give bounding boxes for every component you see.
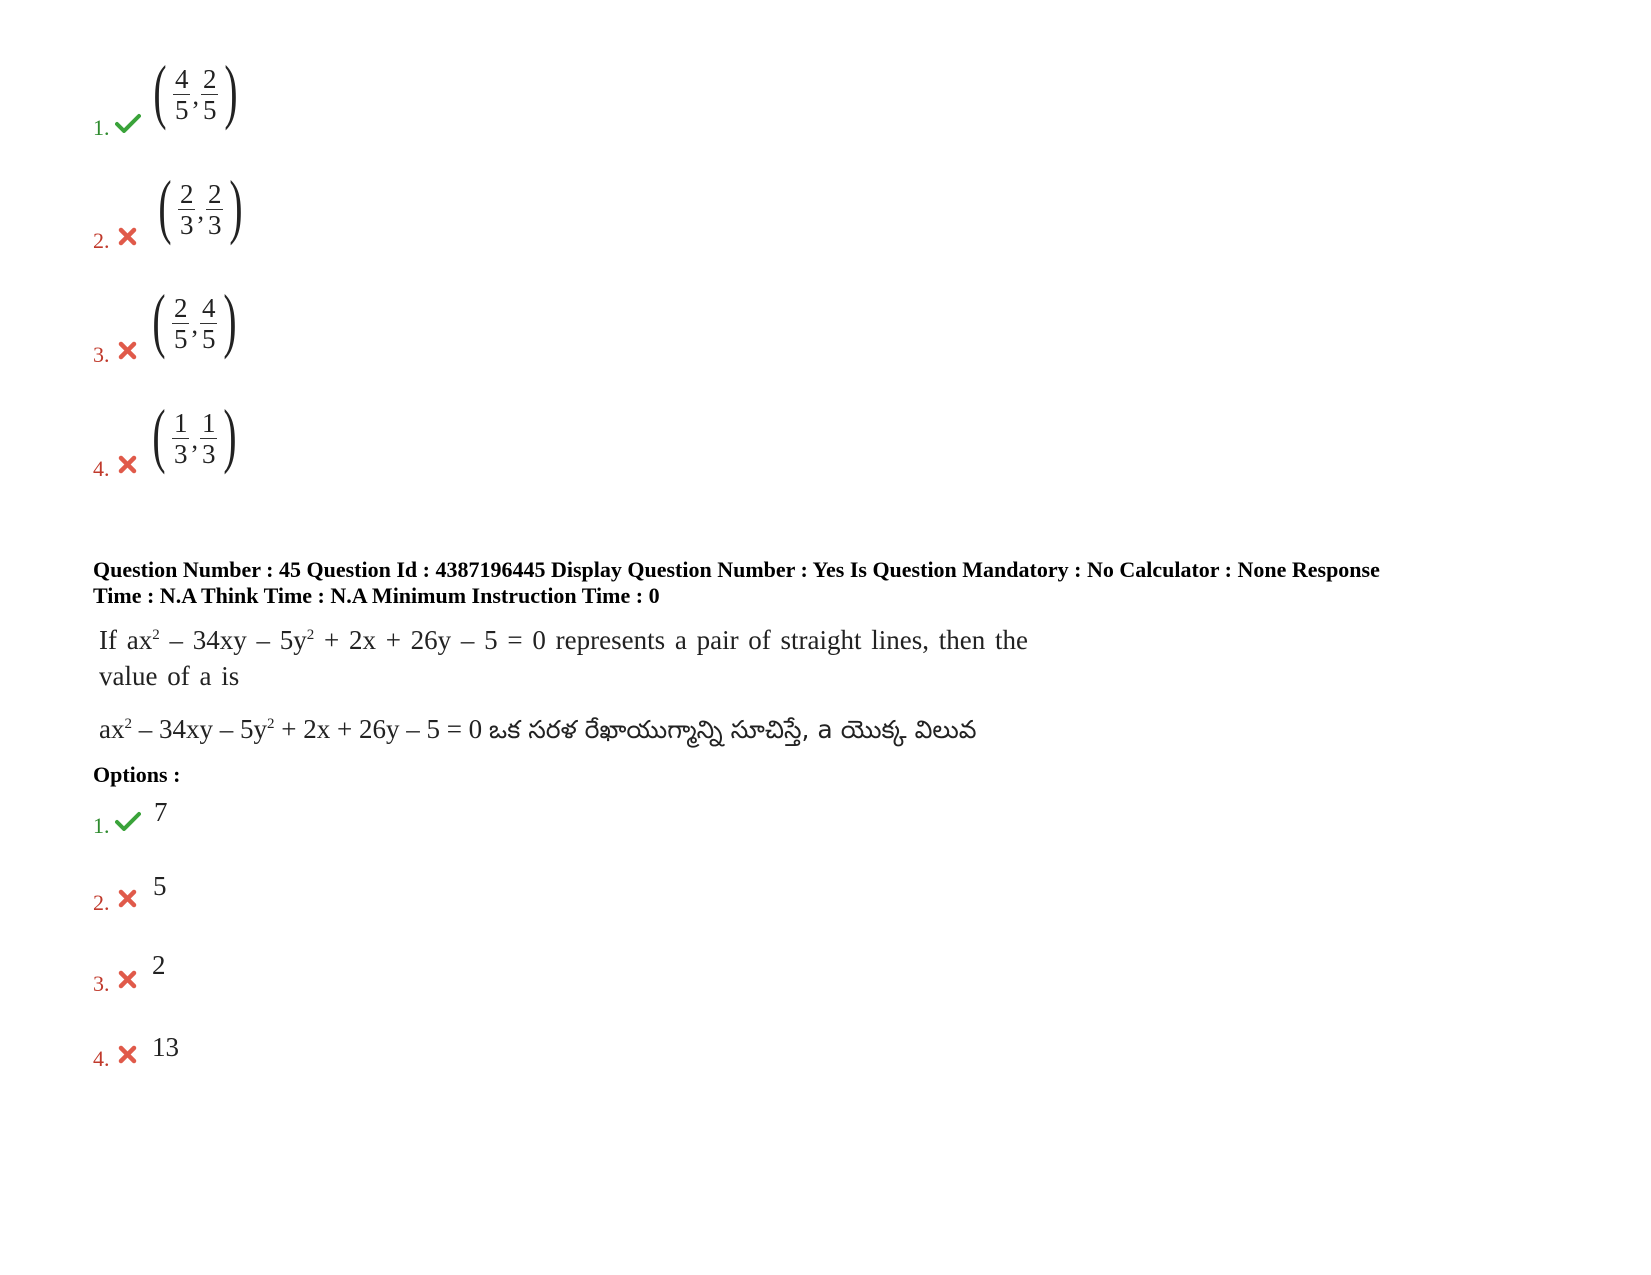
numerator: 2	[179, 178, 194, 209]
superscript: 2	[306, 627, 315, 643]
superscript: 2	[152, 627, 160, 643]
numerator: 1	[173, 407, 188, 438]
numerator: 1	[201, 407, 216, 438]
equation-part: + 2x + 26y – 5 = 0	[274, 714, 489, 744]
question-meta-line1: Question Number : 45 Question Id : 4387196445 Display Question Number : Yes Is Question Mandatory : No Calculator : None Response	[93, 557, 1380, 582]
telugu-text: ఒక సరళ రేఖాయుగ్మాన్ని సూచిస్తే, a యొక్క విలువ	[488, 715, 977, 744]
superscript: 2	[266, 716, 275, 732]
equation-part: – 34xy – 5y	[159, 625, 307, 655]
prev-option-value: ( $\frac{1}{3}$ , $\frac{1}{3}$ )	[152, 395, 238, 475]
denominator: 3	[179, 209, 194, 240]
options-label: Options :	[93, 762, 181, 787]
superscript: 2	[124, 716, 132, 732]
cross-icon	[117, 889, 143, 909]
numerator: 2	[173, 292, 188, 323]
numerator: 2	[207, 178, 222, 209]
denominator: 3	[207, 209, 222, 240]
option-value: 13	[152, 1032, 179, 1062]
denominator: 3	[201, 438, 216, 469]
prev-option-number: 2.	[93, 228, 110, 253]
numerator: 4	[201, 292, 216, 323]
prev-option-number: 4.	[93, 456, 110, 481]
prev-option-value: ( $\frac{2}{5}$ , $\frac{4}{5}$ )	[152, 280, 238, 360]
option-number: 2.	[93, 890, 110, 915]
question-meta	[93, 557, 1513, 609]
option-value: 2	[152, 950, 166, 980]
denominator: 3	[173, 438, 188, 469]
cross-icon	[117, 1045, 143, 1065]
option-number: 4.	[93, 1046, 110, 1071]
numerator: 4	[174, 63, 189, 94]
denominator: 5	[202, 94, 217, 125]
equation-part: If ax	[99, 625, 153, 655]
cross-icon	[117, 227, 143, 247]
question-meta-line2: Time : N.A Think Time : N.A Minimum Instruction Time : 0	[93, 583, 660, 608]
denominator: 5	[174, 94, 189, 125]
denominator: 5	[201, 323, 216, 354]
numerator: 2	[202, 63, 217, 94]
option-number: 3.	[93, 971, 110, 996]
check-icon	[115, 113, 141, 133]
cross-icon	[117, 970, 143, 990]
prev-option-number: 3.	[93, 342, 110, 367]
equation-part: – 34xy – 5y	[131, 714, 267, 744]
option-value: 5	[153, 871, 167, 901]
option-value: 7	[154, 797, 168, 827]
cross-icon	[117, 455, 143, 475]
question-line: value of a is	[99, 661, 240, 691]
question-text-english	[99, 617, 1028, 694]
question-text-telugu	[99, 706, 977, 748]
check-icon	[115, 811, 141, 831]
equation-part: ax	[99, 714, 125, 744]
prev-option-value: ( $\frac{2}{3}$ , $\frac{2}{3}$ )	[158, 166, 244, 246]
denominator: 5	[173, 323, 188, 354]
prev-option-value: ( $\frac{4}{5}$ , $\frac{2}{5}$ )	[153, 51, 239, 131]
prev-option-number: 1.	[93, 115, 110, 140]
cross-icon	[117, 341, 143, 361]
option-number: 1.	[93, 813, 110, 838]
equation-part: + 2x + 26y – 5 = 0 represents a pair of straight lines, then the	[314, 625, 1029, 655]
